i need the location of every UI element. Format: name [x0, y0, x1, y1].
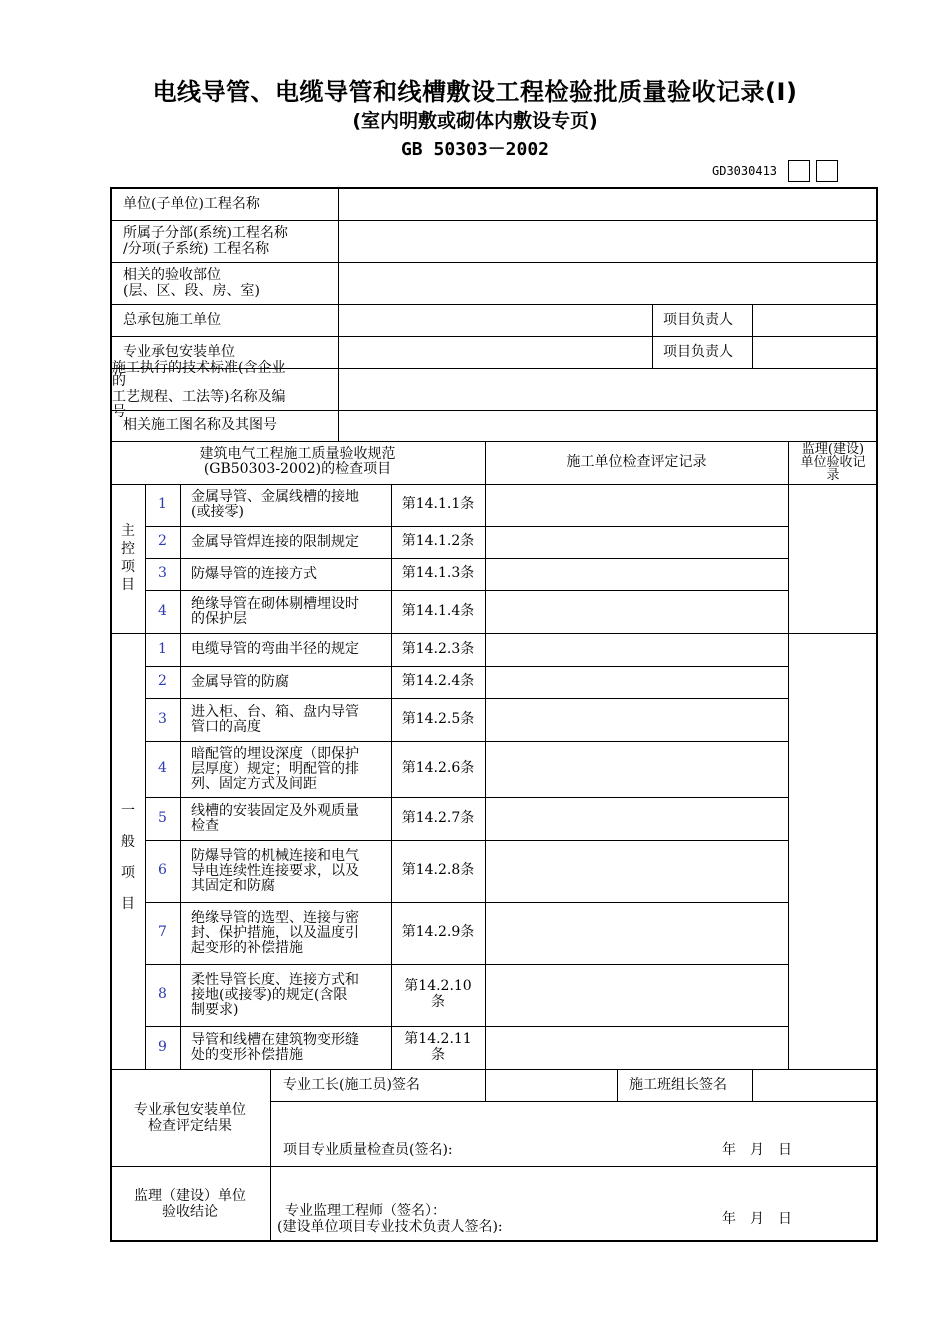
general-item-record-input[interactable] — [486, 798, 787, 840]
general-item-clause: 第14.2.6条 — [401, 760, 475, 776]
supervisor-sign-label-2: (建设单位项目专业技术负责人签名): — [277, 1219, 503, 1235]
page-title: 电线导管、电缆导管和线槽敷设工程检验批质量验收记录(Ⅰ) — [152, 78, 798, 106]
general-item-description: 检查 — [191, 817, 219, 834]
sub-project-label-1: 所属子分部(系统)工程名称 — [123, 225, 288, 241]
main-item-number: 2 — [158, 533, 167, 549]
general-item-number: 9 — [158, 1038, 167, 1055]
supervisor-record-input[interactable] — [789, 485, 876, 1069]
general-item-clause: 第14.2.8条 — [401, 862, 475, 878]
contractor-result-label-1: 专业承包安装单位 — [134, 1102, 246, 1118]
general-item-record-input[interactable] — [486, 667, 787, 698]
sub-project-label-2: /分项(子系统) 工程名称 — [123, 241, 270, 257]
drawings-label: 相关施工图名称及其图号 — [123, 417, 277, 433]
manager-label-2: 项目负责人 — [663, 344, 733, 360]
general-item-description: 接地(或接零)的规定(含限 — [191, 986, 348, 1003]
general-item-description: 暗配管的埋设深度（即保护 — [191, 745, 359, 762]
general-item-clause: 第14.2.10 — [404, 978, 472, 994]
general-item-description: 处的变形补偿措施 — [191, 1046, 303, 1063]
main-item-description: 金属导管焊连接的限制规定 — [191, 533, 359, 550]
general-item-clause: 条 — [431, 994, 445, 1010]
general-item-number: 2 — [158, 673, 167, 689]
main-item-description: (或接零) — [191, 504, 244, 520]
general-item-description: 层厚度）规定；明配管的排 — [191, 760, 359, 777]
general-item-number: 4 — [158, 760, 167, 776]
main-item-clause: 第14.1.4条 — [401, 602, 475, 619]
general-item-description: 列、固定方式及间距 — [191, 775, 317, 792]
general-item-description: 防爆导管的机械连接和电气 — [191, 847, 359, 864]
general-item-description: 起变形的补偿措施 — [191, 939, 303, 956]
supervisor-header-1: 监理(建设) — [801, 442, 865, 457]
general-item-record-input[interactable] — [486, 634, 787, 666]
contractor-record-header: 施工单位检查评定记录 — [566, 454, 707, 470]
supervisor-sign-label-1: 专业监理工程师（签名）： — [285, 1203, 446, 1219]
general-contractor-label: 总承包施工单位 — [123, 312, 221, 328]
supervisor-date: 年 月 日 — [722, 1211, 792, 1227]
main-item-clause: 第14.1.3条 — [401, 565, 475, 581]
general-item-description: 封、保护措施，以及温度引 — [191, 924, 359, 941]
contractor-result-label-2: 检查评定结果 — [148, 1118, 232, 1134]
general-item-clause: 第14.2.11 — [404, 1030, 472, 1047]
general-section-label: 一 般 项 目 — [121, 803, 135, 912]
main-item-record-input[interactable] — [486, 559, 787, 590]
general-item-record-input[interactable] — [486, 903, 787, 964]
standard-label: 施工执行的技术标准(含企业 的 工艺规程、工法等)名称及编 号 — [112, 360, 286, 420]
general-item-clause: 第14.2.7条 — [401, 809, 475, 826]
foreman-sign-label: 专业工长(施工员)签名 — [283, 1077, 420, 1093]
main-item-record-input[interactable] — [486, 527, 787, 558]
inspector-sign-label: 项目专业质量检查员(签名): — [283, 1142, 453, 1158]
manager-input-1[interactable] — [753, 305, 876, 336]
main-item-number: 3 — [158, 565, 167, 581]
drawings-input[interactable] — [339, 411, 876, 441]
general-item-description: 其固定和防腐 — [191, 877, 275, 894]
sub-project-input[interactable] — [339, 221, 876, 262]
main-item-clause: 第14.1.1条 — [401, 496, 475, 512]
general-contractor-input[interactable] — [339, 305, 652, 336]
general-item-description: 制要求) — [191, 1001, 239, 1018]
supervisor-header-2: 单位验收记 — [800, 455, 866, 470]
general-item-number: 6 — [158, 862, 167, 878]
main-item-description: 的保护层 — [191, 610, 247, 627]
general-item-record-input[interactable] — [486, 965, 787, 1026]
general-item-number: 3 — [158, 710, 167, 727]
main-item-description: 绝缘导管在砌体剔槽埋设时 — [191, 595, 359, 612]
general-item-description: 金属导管的防腐 — [191, 673, 289, 690]
standard-number: GB 50303－2002 — [400, 139, 550, 160]
main-item-description: 金属导管、金属线槽的接地 — [191, 489, 359, 505]
general-item-number: 8 — [158, 986, 167, 1002]
standard-input[interactable] — [339, 369, 876, 410]
location-input[interactable] — [339, 263, 876, 304]
specialty-contractor-label: 专业承包安装单位 — [123, 344, 235, 360]
general-item-clause: 条 — [431, 1046, 445, 1063]
main-item-clause: 第14.1.2条 — [401, 533, 475, 549]
general-item-record-input[interactable] — [486, 742, 787, 797]
form-code: GD3030413 — [712, 164, 778, 178]
project-name-label: 单位(子单位)工程名称 — [123, 196, 260, 212]
main-item-record-input[interactable] — [486, 485, 787, 526]
main-item-record-input[interactable] — [486, 591, 787, 633]
general-item-clause: 第14.2.9条 — [401, 924, 475, 940]
general-item-description: 进入柜、台、箱、盘内导管 — [191, 703, 359, 720]
manager-label-1: 项目负责人 — [663, 312, 733, 328]
general-item-number: 5 — [158, 809, 167, 826]
inspector-date: 年 月 日 — [722, 1142, 792, 1158]
supervisor-conclusion-label-2: 验收结论 — [162, 1204, 218, 1220]
supervisor-header-3: 录 — [826, 468, 840, 483]
team-leader-sign-input[interactable] — [753, 1070, 876, 1101]
general-item-record-input[interactable] — [486, 1027, 787, 1069]
general-item-description: 导管和线槽在建筑物变形缝 — [191, 1031, 359, 1048]
main-section-label: 主 控 项 目 — [121, 523, 135, 593]
general-item-description: 柔性导管长度、连接方式和 — [191, 971, 359, 988]
general-item-number: 7 — [158, 924, 167, 940]
page-subtitle: (室内明敷或砌体内敷设专页) — [352, 110, 598, 132]
code-box-1[interactable] — [788, 160, 810, 182]
general-item-number: 1 — [158, 640, 167, 657]
location-label-2: (层、区、段、房、室) — [123, 283, 260, 299]
general-item-description: 绝缘导管的选型、连接与密 — [191, 909, 359, 926]
spec-header-2: (GB50303-2002)的检查项目 — [203, 461, 392, 477]
project-name-input[interactable] — [339, 189, 876, 220]
main-item-number: 1 — [158, 496, 167, 512]
general-item-clause: 第14.2.4条 — [401, 673, 475, 689]
manager-input-2[interactable] — [753, 337, 876, 368]
spec-header-1: 建筑电气工程施工质量验收规范 — [199, 446, 396, 462]
main-item-number: 4 — [158, 602, 167, 619]
general-item-description: 管口的高度 — [191, 718, 261, 735]
general-item-description: 导电连续性连接要求，以及 — [191, 862, 359, 879]
main-item-description: 防爆导管的连接方式 — [191, 565, 317, 582]
location-label-1: 相关的验收部位 — [123, 267, 221, 283]
general-item-description: 电缆导管的弯曲半径的规定 — [191, 641, 359, 657]
code-box-2[interactable] — [816, 160, 838, 182]
specialty-contractor-input[interactable] — [339, 337, 652, 368]
general-item-record-input[interactable] — [486, 699, 787, 741]
team-leader-sign-label: 施工班组长签名 — [629, 1077, 727, 1093]
general-item-record-input[interactable] — [486, 841, 787, 902]
foreman-sign-input[interactable] — [486, 1070, 617, 1101]
general-item-clause: 第14.2.3条 — [401, 640, 475, 657]
general-item-clause: 第14.2.5条 — [401, 710, 475, 727]
general-item-description: 线槽的安装固定及外观质量 — [191, 802, 359, 819]
supervisor-conclusion-label-1: 监理（建设）单位 — [134, 1188, 246, 1204]
